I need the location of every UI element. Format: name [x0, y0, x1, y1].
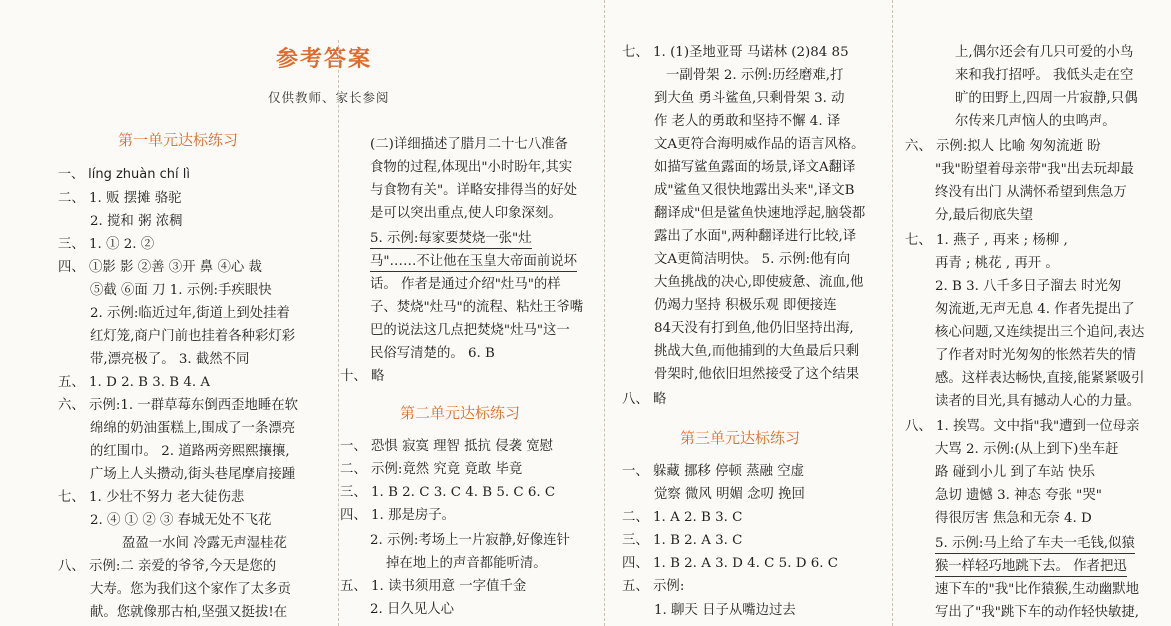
- answer-line: 二、 1. A 2. B 3. C: [622, 510, 743, 525]
- answer-line: 一副骨架 2. 示例:历经磨难,打: [666, 68, 844, 83]
- unit3-section-title: 第三单元达标练习: [680, 429, 801, 447]
- answer-line: 了作者对时光匆匆的怅然若失的情: [935, 348, 1136, 363]
- column-divider: [604, 0, 605, 626]
- answer-line: 三、 1. B 2. C 3. C 4. B 5. C 6. C: [340, 485, 556, 500]
- answer-line: 挑战大鱼,而他捕到的大鱼最后只剩: [654, 344, 860, 359]
- answer-line: 84天没有打到鱼,他仍旧坚持出海,: [654, 321, 854, 336]
- answer-line: 读者的目光,具有撼动人心的力量。: [935, 394, 1141, 409]
- answer-line: 民俗写清楚的。 6. B: [370, 346, 495, 361]
- answer-line: 2. 搅和 粥 浓稠: [90, 214, 183, 229]
- answer-line: 八、 示例:二 亲爱的爷爷,今天是您的: [58, 559, 277, 574]
- answer-line: 如描写鲨鱼露面的场景,译文A翻译: [654, 160, 856, 175]
- answer-line: 话。 作者是通过介绍"灶马"的样: [370, 277, 561, 292]
- answer-line: 来和我打招呼。 我低头走在空: [955, 68, 1134, 83]
- column-2: [340, 0, 602, 626]
- answer-line: 带,漂亮极了。 3. 截然不同: [90, 352, 250, 367]
- answer-line: ⑤截 ⑥面 刀 1. 示例:手疾眼快: [90, 283, 272, 298]
- answer-line: 六、 示例:拟人 比喻 匆匆流逝 盼: [905, 139, 1101, 154]
- answer-line: 大寿。您为我们这个家作了太多贡: [90, 582, 291, 597]
- answer-line: 5. 示例:每家要焚烧一张"灶: [370, 230, 532, 249]
- page-subtitle: 仅供教师、家长参阅: [268, 90, 390, 105]
- answer-line: 八、 1. 挨骂。文中指"我"遭到一位母亲: [905, 419, 1140, 434]
- answer-line: 献。您就像那古柏,坚强又挺拔!在: [90, 605, 288, 620]
- answer-line: 一、 líng zhuàn chí lì: [58, 167, 190, 182]
- answer-line: 是可以突出重点,使人印象深刻。: [370, 206, 562, 221]
- answer-line: 六、 示例:1. 一群草莓东倒西歪地睡在软: [58, 398, 299, 413]
- answer-line: 红灯笼,商户门前也挂着各种彩灯彩: [90, 329, 296, 344]
- answer-line: 一、 恐惧 寂寞 理智 抵抗 侵袭 宽慰: [340, 439, 554, 454]
- answer-line: 五、 1. 读书须用意 一字值千金: [340, 579, 527, 594]
- answer-line: 尔传来几声恼人的虫鸣声。: [955, 114, 1116, 129]
- answer-line: 5. 示例:马上给了车夫一毛钱,似猿: [935, 535, 1135, 554]
- answer-line: 四、 1. B 2. A 3. D 4. C 5. D 6. C: [622, 556, 838, 571]
- page-title: 参考答案: [276, 47, 373, 72]
- answer-line: 得很厉害 焦急和无奈 4. D: [935, 511, 1092, 526]
- answer-line: 骨架时,他依旧坦然接受了这个结果: [654, 367, 860, 382]
- answer-line: 猴一样轻巧地跳下去。 作者把迅: [935, 558, 1127, 577]
- answer-line: 文A更简洁明快。 5. 示例:他有向: [654, 252, 851, 267]
- answer-line: 的红围巾。 2. 道路两旁熙熙攘攘,: [90, 444, 290, 459]
- answer-line: 广场上人头攒动,街头巷尾摩肩接踵: [90, 467, 296, 482]
- answer-line: 2. 示例:临近过年,街道上到处挂着: [90, 306, 290, 321]
- answer-line: 核心问题,又连续提出三个追问,表达: [935, 325, 1145, 340]
- answer-line: 匆流逝,无声无息 4. 作者先提出了: [935, 302, 1135, 317]
- answer-line: 2. 日久见人心: [370, 602, 454, 617]
- answer-line: 大鱼挑战的决心,即使疲惫、流血,他: [654, 275, 864, 290]
- column-1: [0, 0, 338, 626]
- answer-line: (二)详细描述了腊月二十七八准备: [370, 137, 568, 152]
- answer-line: 二、 示例:竟然 究竟 竟敢 毕竟: [340, 462, 523, 477]
- answer-line: 2. B 3. 八千多日子溜去 时光匆: [935, 279, 1122, 294]
- answer-line: 五、 1. D 2. B 3. B 4. A: [58, 375, 211, 390]
- answer-line: 终没有出门 从满怀希望到焦急万: [935, 185, 1127, 200]
- answer-line: 马"……不让他在玉皇大帝面前说坏: [370, 253, 577, 272]
- answer-line: 五、 示例:: [622, 579, 685, 594]
- answer-line: 旷的田野上,四周一片寂静,只偶: [955, 91, 1138, 106]
- answer-line: 一、 躲藏 挪移 停顿 蒸融 空虚: [622, 464, 804, 479]
- answer-line: 子、焚烧"灶马"的流程、粘灶王爷嘴: [370, 300, 584, 315]
- answer-line: 1. 聊天 日子从嘴边过去: [654, 603, 796, 618]
- answer-line: 路 碰到小儿 到了车站 快乐: [935, 465, 1096, 480]
- answer-line: 七、 1. 燕子 , 再来 ; 杨柳 ,: [905, 233, 1068, 248]
- answer-line: 仍竭力坚持 积极乐观 即便接连: [654, 298, 837, 313]
- answer-line: 作 老人的勇敢和坚持不懈 4. 译: [654, 114, 841, 129]
- answer-line: 绵绵的奶油蛋糕上,围成了一条漂亮: [90, 421, 296, 436]
- answer-line: 到大鱼 勇斗鲨鱼,只剩骨架 3. 动: [654, 91, 845, 106]
- answer-line: 十、 略: [340, 369, 385, 384]
- answer-line: 二、 1. 贩 摆摊 骆驼: [58, 191, 182, 206]
- answer-line: 成"鲨鱼又很快地露出头来",译文B: [654, 183, 855, 198]
- column-divider: [338, 40, 339, 626]
- answer-line: 盈盈一水间 冷露无声湿桂花: [122, 536, 287, 551]
- answer-line: 2. 示例:考场上一片寂静,好像连针: [370, 533, 570, 548]
- answer-line: 八、 略: [622, 392, 667, 407]
- answer-line: 与食物有关"。详略安排得当的好处: [370, 183, 578, 198]
- answer-line: 觉察 微风 明媚 念叨 挽回: [654, 487, 805, 502]
- answer-line: 四、 ①影 影 ②善 ③开 鼻 ④心 裁: [58, 260, 262, 275]
- column-4: [893, 0, 1171, 626]
- answer-line: 四、 1. 那是房子。: [340, 508, 456, 523]
- answer-line: "我"盼望着母亲带"我"出去玩却最: [935, 162, 1134, 177]
- answer-line: 再青 ; 桃花 , 再开 。: [935, 256, 1059, 271]
- column-3: [612, 0, 890, 626]
- answer-line: 三、 1. ① 2. ②: [58, 237, 155, 252]
- answer-line: 七、 1. 少壮不努力 老大徒伤悲: [58, 490, 245, 505]
- answer-line: 文A更符合海明威作品的语言风格。: [654, 137, 865, 152]
- answer-line: 感。这样表达畅快,直接,能紧紧吸引: [935, 371, 1145, 386]
- answer-line: 翻译成"但是鲨鱼快速地浮起,脑袋都: [654, 206, 866, 221]
- answer-line: 2. ④ ① ② ③ 春城无处不飞花: [90, 513, 272, 528]
- answer-line: 大骂 2. 示例:(从上到下)坐车赶: [935, 442, 1119, 457]
- unit2-section-title: 第二单元达标练习: [400, 404, 521, 422]
- answer-line: 上,偶尔还会有几只可爱的小鸟: [955, 45, 1134, 60]
- answer-line: 露出了水面",两种翻译进行比较,译: [654, 229, 857, 244]
- answer-line: 速下车的"我"比作猿猴,生动幽默地: [935, 582, 1140, 597]
- unit1-section-title: 第一单元达标练习: [118, 131, 239, 149]
- answer-line: 巴的说法这几点把焚烧"灶马"这一: [370, 323, 570, 338]
- answer-line: 写出了"我"跳下车的动作轻快敏捷,: [935, 605, 1140, 620]
- answer-line: 急切 遗憾 3. 神态 夸张 "哭": [935, 488, 1102, 503]
- answer-line: 三、 1. B 2. A 3. C: [622, 533, 743, 548]
- answer-line: 掉在地上的声音都能听清。: [386, 556, 547, 571]
- answer-line: 七、 1. (1)圣地亚哥 马诺林 (2)84 85: [622, 45, 849, 60]
- answer-line: 食物的过程,体现出"小时盼年,其实: [370, 160, 573, 175]
- answer-line: 分,最后彻底失望: [935, 208, 1033, 223]
